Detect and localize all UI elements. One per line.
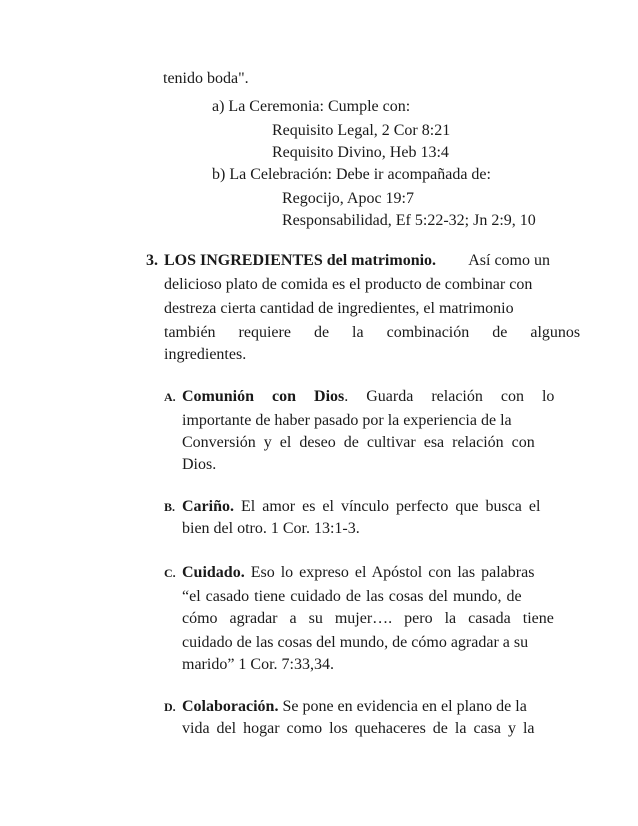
item-marker: D.: [164, 700, 176, 714]
item-line: bien del otro. 1 Cor. 13:1-3.: [182, 520, 360, 537]
item-first-text: Eso lo expreso el Apóstol con las palabras: [244, 564, 535, 581]
legal-requirement: Requisito Legal, 2 Cor 8:21: [272, 122, 451, 139]
divine-requirement: Requisito Divino, Heb 13:4: [272, 144, 449, 161]
item-first-line: [182, 696, 527, 718]
item-marker: C.: [164, 566, 176, 580]
ceremony-label: a) La Ceremonia: Cumple con:: [212, 98, 411, 115]
section-number: 3.: [146, 252, 158, 269]
joy-reference: Regocijo, Apoc 19:7: [282, 190, 414, 207]
section-heading-line: [164, 250, 550, 272]
item-line: vida del hogar como los quehaceres de la casa y la: [182, 720, 535, 737]
item-title: Cuidado.: [182, 564, 245, 581]
section-heading-tail: Así como un: [468, 252, 550, 269]
item-marker: B.: [164, 500, 176, 514]
item-line: cómo agradar a su mujer…. pero la casada tiene: [182, 610, 554, 627]
item-title: Comunión con Dios: [182, 388, 345, 405]
responsibility-reference: Responsabilidad, Ef 5:22-32; Jn 2:9, 10: [282, 212, 536, 229]
item-first-line: [182, 386, 555, 408]
item-title: Colaboración.: [182, 698, 279, 715]
section-body-line: ingredientes.: [164, 346, 247, 363]
item-first-line: [182, 496, 540, 518]
item-line: marido” 1 Cor. 7:33,34.: [182, 656, 334, 673]
item-first-text: . Guarda relación con lo: [344, 388, 555, 405]
item-line: Conversión y el deseo de cultivar esa relación con: [182, 434, 535, 451]
section-body-line: delicioso plato de comida es el producto de combinar con: [164, 276, 533, 293]
item-line: importante de haber pasado por la experiencia de la: [182, 412, 512, 429]
item-first-text: Se pone en evidencia en el plano de la: [278, 698, 527, 715]
section-body-line: destreza cierta cantidad de ingredientes, el matrimonio: [164, 300, 514, 317]
section-body-line: también requiere de la combinación de algunos: [164, 324, 581, 341]
item-line: cuidado de las cosas del mundo, de cómo agradar a su: [182, 634, 529, 651]
item-line: “el casado tiene cuidado de las cosas del mundo, de: [182, 588, 522, 605]
section-heading: LOS INGREDIENTES del matrimonio.: [164, 252, 437, 269]
celebration-label: b) La Celebración: Debe ir acompañada de:: [212, 166, 491, 183]
item-line: Dios.: [182, 456, 217, 473]
item-first-line: [182, 562, 534, 584]
item-marker: A.: [164, 390, 176, 404]
item-title: Cariño.: [182, 498, 234, 515]
item-first-text: El amor es el vínculo perfecto que busca el: [234, 498, 541, 515]
intro-line: tenido boda".: [163, 70, 249, 87]
